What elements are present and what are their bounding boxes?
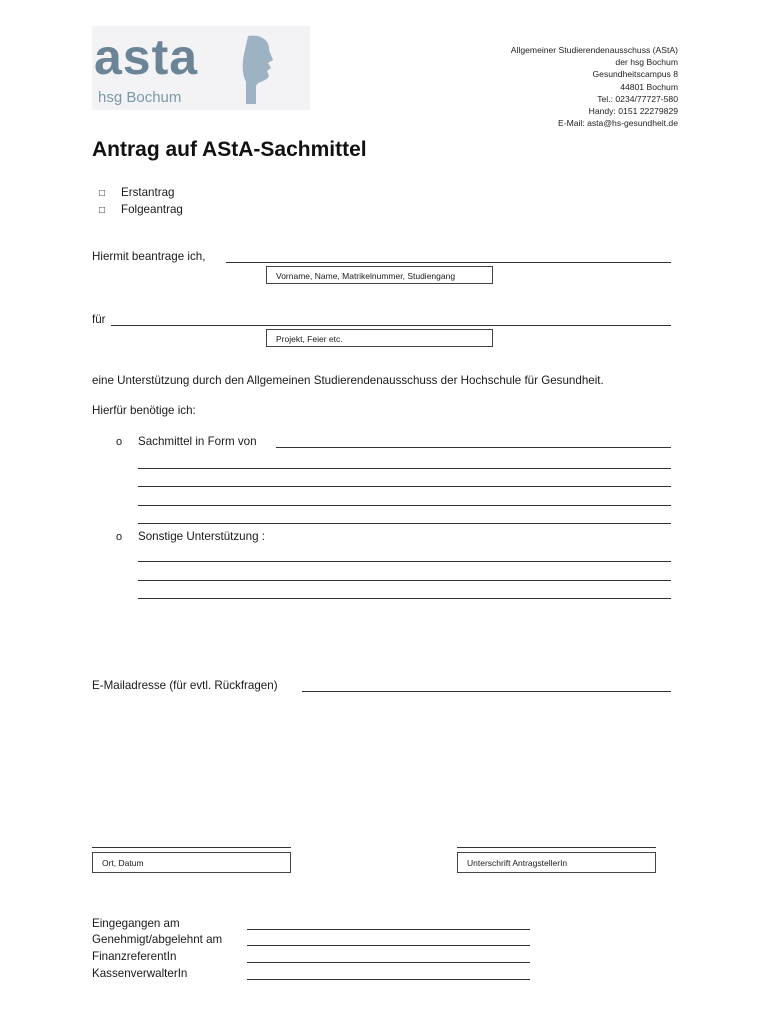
project-field[interactable] xyxy=(111,325,671,326)
eingegangen-field[interactable] xyxy=(247,929,530,930)
address-line: 44801 Bochum xyxy=(620,81,678,92)
address-block xyxy=(511,44,678,129)
address-line: Handy: 0151 22279829 xyxy=(588,106,678,117)
genehmigt-field[interactable] xyxy=(247,945,530,946)
sonstige-label: Sonstige Unterstützung : xyxy=(138,530,265,543)
label-erstantrag: Erstantrag xyxy=(121,186,175,199)
applicant-field[interactable] xyxy=(226,262,671,263)
asta-logo xyxy=(92,26,310,110)
sonstige-field[interactable] xyxy=(138,580,671,581)
signature-field[interactable] xyxy=(457,847,656,848)
address-line: der hsg Bochum xyxy=(615,57,678,68)
ort-datum-field[interactable] xyxy=(92,847,291,848)
checkbox-erstantrag[interactable]: □ xyxy=(99,188,106,199)
bullet-sachmittel: o xyxy=(116,436,123,448)
kasse-field[interactable] xyxy=(247,979,530,980)
signature-box: Unterschrift AntragstellerIn xyxy=(457,852,656,873)
applicant-hint-box: Vorname, Name, Matrikelnummer, Studiengang xyxy=(266,266,493,284)
page-title: Antrag auf AStA-Sachmittel xyxy=(92,138,367,161)
ort-datum-box: Ort, Datum xyxy=(92,852,291,873)
genehmigt-label: Genehmigt/abgelehnt am xyxy=(92,933,223,946)
address-line: Tel.: 0234/77727-580 xyxy=(597,93,678,104)
finanz-field[interactable] xyxy=(247,962,530,963)
sachmittel-field[interactable] xyxy=(276,447,671,448)
fuer-label: für xyxy=(92,313,106,326)
bullet-sonstige: o xyxy=(116,531,123,543)
kasse-label: KassenverwalterIn xyxy=(92,967,188,980)
sachmittel-field[interactable] xyxy=(138,505,671,506)
email-field[interactable] xyxy=(302,691,671,692)
checkbox-folgeantrag[interactable]: □ xyxy=(99,205,106,216)
sonstige-field[interactable] xyxy=(138,561,671,562)
support-text: eine Unterstützung durch den Allgemeinen Studierendenausschuss der Hochschule für Gesundheit. xyxy=(92,374,604,387)
need-label: Hierfür benötige ich: xyxy=(92,404,196,417)
sachmittel-label: Sachmittel in Form von xyxy=(138,435,257,448)
address-line: Allgemeiner Studierendenausschuss (AStA) xyxy=(510,45,678,55)
logo-wordmark: asta xyxy=(94,29,199,85)
sachmittel-field[interactable] xyxy=(138,486,671,487)
finanz-label: FinanzreferentIn xyxy=(92,950,177,963)
eingegangen-label: Eingegangen am xyxy=(92,917,180,930)
project-hint-box: Projekt, Feier etc. xyxy=(266,329,493,347)
address-line: E-Mail: asta@hs-gesundheit.de xyxy=(557,118,678,129)
address-line: Gesundheitscampus 8 xyxy=(592,69,678,80)
email-label: E-Mailadresse (für evtl. Rückfragen) xyxy=(92,679,278,692)
sonstige-field[interactable] xyxy=(138,598,671,599)
apply-label: Hiermit beantrage ich, xyxy=(92,250,206,263)
face-profile-icon xyxy=(242,34,278,106)
label-folgeantrag: Folgeantrag xyxy=(121,203,183,216)
sachmittel-field[interactable] xyxy=(138,468,671,469)
logo-subtitle: hsg Bochum xyxy=(98,89,182,106)
sachmittel-field[interactable] xyxy=(138,523,671,524)
